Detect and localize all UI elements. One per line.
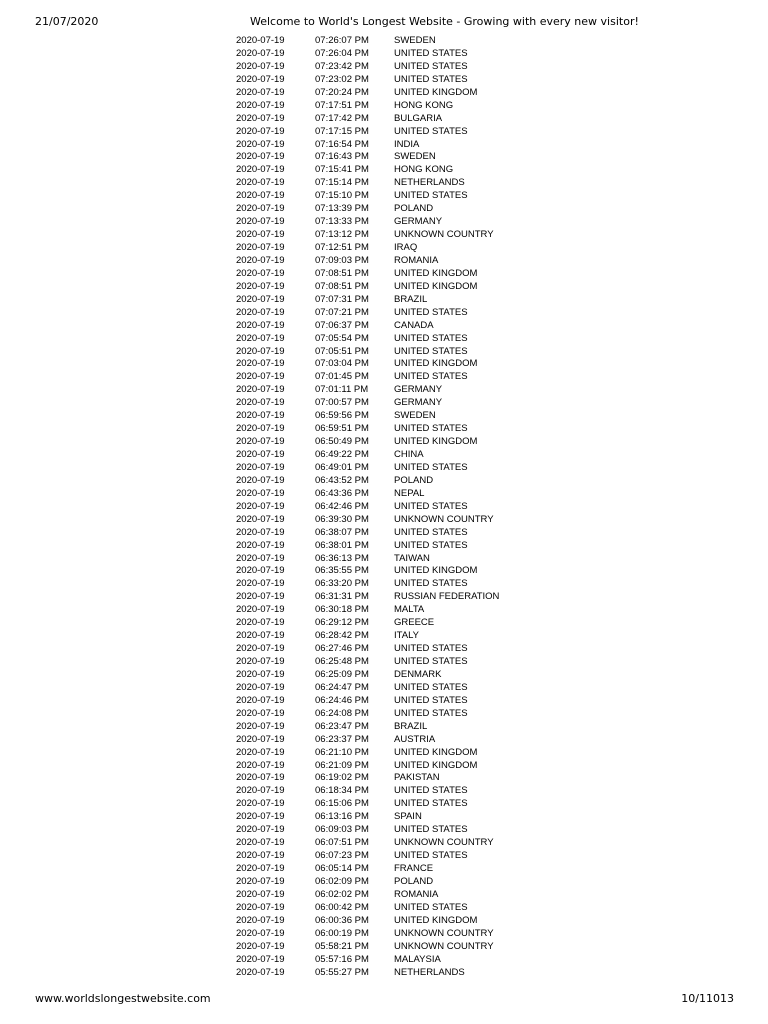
visit-country: UNITED STATES <box>394 526 468 538</box>
visit-date: 2020-07-19 <box>236 850 285 862</box>
visit-date: 2020-07-19 <box>236 630 285 642</box>
visit-date: 2020-07-19 <box>236 785 285 797</box>
visit-time: 06:07:51 PM <box>315 837 369 849</box>
page-number: 10/11013 <box>681 992 734 1005</box>
visit-date: 2020-07-19 <box>236 306 285 318</box>
visit-date: 2020-07-19 <box>236 151 285 163</box>
visit-date: 2020-07-19 <box>236 694 285 706</box>
visit-country: UNITED STATES <box>394 306 468 318</box>
visit-country: BULGARIA <box>394 112 443 124</box>
visit-date: 2020-07-19 <box>236 203 285 215</box>
visit-date: 2020-07-19 <box>236 423 285 435</box>
visit-time: 07:15:14 PM <box>315 177 369 189</box>
visit-country: UNITED STATES <box>394 125 468 137</box>
visit-country: MALAYSIA <box>394 953 441 965</box>
visit-date: 2020-07-19 <box>236 461 285 473</box>
visit-date: 2020-07-19 <box>236 86 285 98</box>
visit-country: INDIA <box>394 138 420 150</box>
visit-time: 07:26:07 PM <box>315 35 369 46</box>
visit-time: 06:36:13 PM <box>315 552 369 564</box>
visit-country: UNITED STATES <box>394 901 468 913</box>
visit-date: 2020-07-19 <box>236 875 285 887</box>
visit-date: 2020-07-19 <box>236 487 285 499</box>
visit-time: 05:55:27 PM <box>315 966 369 978</box>
visit-time: 06:18:34 PM <box>315 785 369 797</box>
visit-date: 2020-07-19 <box>236 643 285 655</box>
visit-time: 07:17:51 PM <box>315 99 369 111</box>
visit-time: 07:23:42 PM <box>315 60 369 72</box>
visit-time: 06:27:46 PM <box>315 643 369 655</box>
visit-time: 06:43:52 PM <box>315 474 369 486</box>
visit-time: 07:12:51 PM <box>315 242 369 253</box>
visit-country: UNITED STATES <box>394 500 468 512</box>
visit-country: NETHERLANDS <box>394 966 465 978</box>
visit-time: 07:06:37 PM <box>315 319 369 331</box>
visit-time: 07:15:41 PM <box>315 164 369 176</box>
visit-date: 2020-07-19 <box>236 177 285 189</box>
visit-date: 2020-07-19 <box>236 668 285 680</box>
visit-date: 2020-07-19 <box>236 164 285 176</box>
visit-country: UNITED STATES <box>394 707 468 719</box>
visit-country: UNITED STATES <box>394 73 468 85</box>
visit-time: 06:38:07 PM <box>315 526 369 538</box>
visit-time: 06:29:12 PM <box>315 617 369 629</box>
visit-time: 07:07:31 PM <box>315 293 369 305</box>
visit-country: GERMANY <box>394 216 443 228</box>
visit-date: 2020-07-19 <box>236 526 285 538</box>
visit-country: UNITED KINGDOM <box>394 267 478 279</box>
visit-country: UNKNOWN COUNTRY <box>394 927 494 939</box>
visit-country: UNITED KINGDOM <box>394 565 478 577</box>
visit-date: 2020-07-19 <box>236 953 285 965</box>
visit-country: DENMARK <box>394 668 442 680</box>
visit-date: 2020-07-19 <box>236 216 285 228</box>
visit-time: 07:05:51 PM <box>315 345 369 357</box>
visit-date: 2020-07-19 <box>236 345 285 357</box>
visit-date: 2020-07-19 <box>236 720 285 732</box>
visit-country: TAIWAN <box>394 552 430 564</box>
visit-time: 07:15:10 PM <box>315 190 369 202</box>
visit-country: ROMANIA <box>394 254 439 266</box>
visit-country: UNITED STATES <box>394 345 468 357</box>
visit-country: POLAND <box>394 474 434 486</box>
visit-time: 06:21:09 PM <box>315 759 369 771</box>
visit-country: UNITED STATES <box>394 694 468 706</box>
visit-date: 2020-07-19 <box>236 513 285 525</box>
visit-country: UNITED STATES <box>394 681 468 693</box>
visit-country: HONG KONG <box>394 99 454 111</box>
visit-time: 06:13:16 PM <box>315 811 369 823</box>
visit-date: 2020-07-19 <box>236 863 285 874</box>
visit-date: 2020-07-19 <box>236 824 285 836</box>
visit-date: 2020-07-19 <box>236 125 285 137</box>
visit-country: UNKNOWN COUNTRY <box>394 229 494 241</box>
visit-date: 2020-07-19 <box>236 267 285 279</box>
visit-time: 07:07:21 PM <box>315 306 369 318</box>
visit-date: 2020-07-19 <box>236 384 285 396</box>
visit-time: 07:13:33 PM <box>315 216 369 228</box>
visit-time: 07:00:57 PM <box>315 397 369 409</box>
visit-country: UNITED STATES <box>394 47 468 59</box>
visit-country: CHINA <box>394 449 424 460</box>
visit-time: 06:49:01 PM <box>315 461 369 473</box>
visit-date: 2020-07-19 <box>236 578 285 590</box>
visit-country: ITALY <box>394 630 419 642</box>
visit-country: RUSSIAN FEDERATION <box>394 591 500 603</box>
visit-date: 2020-07-19 <box>236 229 285 241</box>
visit-date: 2020-07-19 <box>236 681 285 693</box>
visit-time: 06:30:18 PM <box>315 604 369 616</box>
visit-time: 07:08:51 PM <box>315 267 369 279</box>
visit-time: 06:19:02 PM <box>315 772 369 784</box>
visit-date: 2020-07-19 <box>236 319 285 331</box>
visit-country: UNITED STATES <box>394 539 468 551</box>
visit-country: SWEDEN <box>394 410 436 422</box>
visit-time: 06:00:19 PM <box>315 927 369 939</box>
visit-date: 2020-07-19 <box>236 914 285 926</box>
visit-date: 2020-07-19 <box>236 966 285 978</box>
footer-url: www.worldslongestwebsite.com <box>35 992 211 1005</box>
visit-country: UNITED STATES <box>394 850 468 862</box>
visit-time: 06:15:06 PM <box>315 798 369 810</box>
visit-time: 06:00:36 PM <box>315 914 369 926</box>
visit-date: 2020-07-19 <box>236 99 285 111</box>
visit-time: 07:16:43 PM <box>315 151 369 163</box>
visit-country: HONG KONG <box>394 164 454 176</box>
visit-date: 2020-07-19 <box>236 746 285 758</box>
visit-country: BRAZIL <box>394 293 428 305</box>
visit-country: IRAQ <box>394 242 418 253</box>
visit-time: 06:09:03 PM <box>315 824 369 836</box>
visit-country: POLAND <box>394 875 434 887</box>
visit-country: CANADA <box>394 319 434 331</box>
visit-time: 06:43:36 PM <box>315 487 369 499</box>
visit-time: 07:09:03 PM <box>315 254 369 266</box>
visit-country: UNITED KINGDOM <box>394 436 478 448</box>
visit-date: 2020-07-19 <box>236 332 285 344</box>
visit-country: SPAIN <box>394 811 422 823</box>
visit-country: GERMANY <box>394 384 443 396</box>
visit-time: 06:35:55 PM <box>315 565 369 577</box>
visit-country: NETHERLANDS <box>394 177 465 189</box>
visit-time: 06:24:47 PM <box>315 681 369 693</box>
visit-country: PAKISTAN <box>394 772 440 784</box>
visit-country: MALTA <box>394 604 425 616</box>
visit-country: UNITED STATES <box>394 824 468 836</box>
visit-time: 07:01:11 PM <box>315 384 369 396</box>
visit-time: 06:50:49 PM <box>315 436 369 448</box>
visit-time: 06:39:30 PM <box>315 513 369 525</box>
visit-time: 06:28:42 PM <box>315 630 369 642</box>
visit-country: UNITED STATES <box>394 643 468 655</box>
visit-time: 06:38:01 PM <box>315 539 369 551</box>
visit-country: SWEDEN <box>394 151 436 163</box>
visit-date: 2020-07-19 <box>236 138 285 150</box>
visit-time: 06:25:48 PM <box>315 656 369 667</box>
visit-date: 2020-07-19 <box>236 60 285 72</box>
visit-country: UNITED STATES <box>394 461 468 473</box>
visit-country: UNKNOWN COUNTRY <box>394 837 494 849</box>
visit-time: 06:23:37 PM <box>315 733 369 745</box>
visit-country: UNITED STATES <box>394 423 468 435</box>
visit-country: UNITED STATES <box>394 798 468 810</box>
visit-time: 06:25:09 PM <box>315 668 369 680</box>
visit-date: 2020-07-19 <box>236 565 285 577</box>
visit-time: 07:01:45 PM <box>315 371 369 383</box>
visit-time: 07:13:39 PM <box>315 203 369 215</box>
visit-country: UNITED STATES <box>394 371 468 383</box>
visit-country: UNITED STATES <box>394 656 468 667</box>
visit-date: 2020-07-19 <box>236 901 285 913</box>
visit-time: 07:03:04 PM <box>315 358 369 370</box>
visit-time: 07:20:24 PM <box>315 86 369 98</box>
visit-time: 06:05:14 PM <box>315 863 369 874</box>
visit-time: 07:26:04 PM <box>315 47 369 59</box>
visit-time: 06:31:31 PM <box>315 591 369 603</box>
visit-country: ROMANIA <box>394 888 439 900</box>
visit-time: 05:57:16 PM <box>315 953 369 965</box>
visit-time: 07:16:54 PM <box>315 138 369 150</box>
visit-date: 2020-07-19 <box>236 293 285 305</box>
visit-date: 2020-07-19 <box>236 811 285 823</box>
visit-time: 05:58:21 PM <box>315 940 369 952</box>
visit-date: 2020-07-19 <box>236 617 285 629</box>
visit-country: GERMANY <box>394 397 443 409</box>
visit-date: 2020-07-19 <box>236 73 285 85</box>
visit-date: 2020-07-19 <box>236 47 285 59</box>
visit-date: 2020-07-19 <box>236 591 285 603</box>
visit-date: 2020-07-19 <box>236 242 285 253</box>
visit-time: 06:00:42 PM <box>315 901 369 913</box>
visit-time: 06:23:47 PM <box>315 720 369 732</box>
visit-date: 2020-07-19 <box>236 358 285 370</box>
visit-country: GREECE <box>394 617 435 629</box>
visit-time: 06:49:22 PM <box>315 449 369 460</box>
visit-country: POLAND <box>394 203 434 215</box>
visit-time: 06:02:02 PM <box>315 888 369 900</box>
visit-date: 2020-07-19 <box>236 280 285 292</box>
visit-date: 2020-07-19 <box>236 254 285 266</box>
visit-country: UNITED KINGDOM <box>394 280 478 292</box>
visit-time: 06:59:56 PM <box>315 410 369 422</box>
visit-country: UNITED STATES <box>394 60 468 72</box>
visit-country: UNITED STATES <box>394 578 468 590</box>
visit-date: 2020-07-19 <box>236 940 285 952</box>
visit-date: 2020-07-19 <box>236 436 285 448</box>
visit-country: UNITED KINGDOM <box>394 759 478 771</box>
visit-date: 2020-07-19 <box>236 707 285 719</box>
visit-date: 2020-07-19 <box>236 927 285 939</box>
visit-date: 2020-07-19 <box>236 449 285 460</box>
visit-country: SWEDEN <box>394 35 436 46</box>
visit-date: 2020-07-19 <box>236 190 285 202</box>
header-date: 21/07/2020 <box>35 15 99 28</box>
visit-country: AUSTRIA <box>394 733 436 745</box>
visit-date: 2020-07-19 <box>236 410 285 422</box>
visit-country: UNITED KINGDOM <box>394 914 478 926</box>
visit-time: 06:24:46 PM <box>315 694 369 706</box>
visit-country: BRAZIL <box>394 720 428 732</box>
visit-date: 2020-07-19 <box>236 772 285 784</box>
visit-time: 06:07:23 PM <box>315 850 369 862</box>
visit-time: 07:13:12 PM <box>315 229 369 241</box>
visit-country: UNKNOWN COUNTRY <box>394 940 494 952</box>
visit-date: 2020-07-19 <box>236 733 285 745</box>
visit-time: 07:05:54 PM <box>315 332 369 344</box>
visit-date: 2020-07-19 <box>236 539 285 551</box>
visit-time: 06:42:46 PM <box>315 500 369 512</box>
visit-date: 2020-07-19 <box>236 35 285 46</box>
visit-date: 2020-07-19 <box>236 112 285 124</box>
page-title: Welcome to World's Longest Website - Growing with every new visitor! <box>250 15 639 28</box>
visit-time: 06:59:51 PM <box>315 423 369 435</box>
visit-country: UNKNOWN COUNTRY <box>394 513 494 525</box>
visit-country: UNITED STATES <box>394 332 468 344</box>
visit-time: 06:24:08 PM <box>315 707 369 719</box>
visit-country: UNITED KINGDOM <box>394 746 478 758</box>
visit-country: UNITED STATES <box>394 190 468 202</box>
visit-date: 2020-07-19 <box>236 474 285 486</box>
visit-time: 07:17:42 PM <box>315 112 369 124</box>
visit-date: 2020-07-19 <box>236 798 285 810</box>
visit-date: 2020-07-19 <box>236 656 285 667</box>
visit-time: 07:17:15 PM <box>315 125 369 137</box>
visit-date: 2020-07-19 <box>236 837 285 849</box>
visit-date: 2020-07-19 <box>236 500 285 512</box>
visit-time: 07:08:51 PM <box>315 280 369 292</box>
visit-country: UNITED KINGDOM <box>394 358 478 370</box>
visit-date: 2020-07-19 <box>236 759 285 771</box>
visit-country: UNITED STATES <box>394 785 468 797</box>
visit-time: 06:21:10 PM <box>315 746 369 758</box>
visit-country: FRANCE <box>394 863 434 874</box>
visit-date: 2020-07-19 <box>236 888 285 900</box>
visit-date: 2020-07-19 <box>236 371 285 383</box>
visit-time: 06:02:09 PM <box>315 875 369 887</box>
visit-time: 07:23:02 PM <box>315 73 369 85</box>
visit-date: 2020-07-19 <box>236 552 285 564</box>
visit-country: NEPAL <box>394 487 425 499</box>
visit-country: UNITED KINGDOM <box>394 86 478 98</box>
visit-time: 06:33:20 PM <box>315 578 369 590</box>
visit-date: 2020-07-19 <box>236 604 285 616</box>
visit-date: 2020-07-19 <box>236 397 285 409</box>
